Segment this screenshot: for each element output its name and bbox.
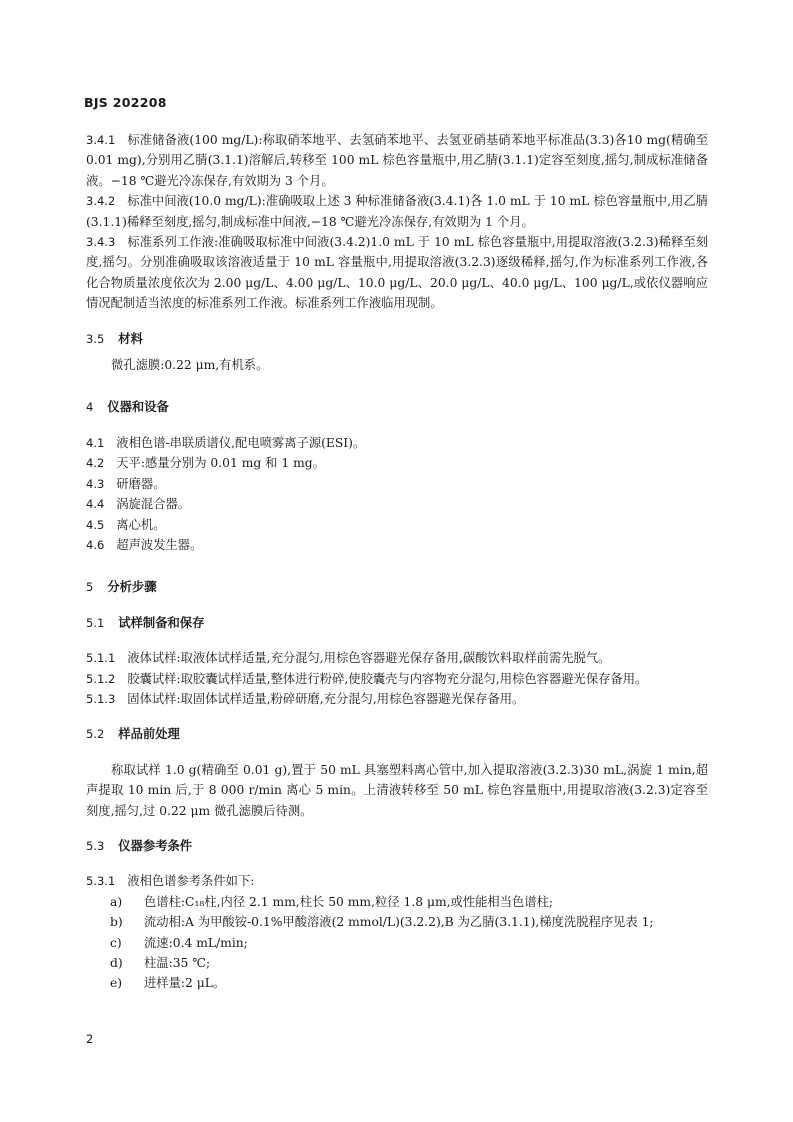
clause-3-4-2 — [86, 191, 708, 232]
list-item — [110, 912, 708, 932]
page-body — [86, 130, 708, 994]
list-item — [86, 648, 708, 668]
lc-conditions-list — [86, 892, 708, 994]
list-item — [86, 494, 708, 514]
item-text: 流速:0.4 mL/min; — [144, 935, 248, 950]
section-heading-5-1 — [86, 613, 708, 633]
item-number: 5.1.3 — [86, 691, 116, 706]
item-text: 液相色谱-串联质谱仪,配电喷雾离子源(ESI)。 — [116, 435, 366, 450]
list-item — [110, 933, 708, 953]
section-title: 试样制备和保存 — [118, 615, 205, 630]
item-text: 固体试样:取固体试样适量,粉碎研磨,充分混匀,用棕色容器避光保存备用。 — [127, 691, 525, 706]
section-number: 5 — [86, 580, 94, 595]
clause-5-3-1 — [86, 871, 708, 891]
item-marker: a) — [110, 894, 123, 909]
section-number: 5.2 — [86, 727, 105, 742]
section-heading-5-3 — [86, 836, 708, 856]
item-text: 天平:感量分别为 0.01 mg 和 1 mg。 — [116, 456, 325, 471]
section-heading-3-5 — [86, 329, 708, 349]
section-title: 仪器参考条件 — [118, 838, 193, 853]
item-number: 4.1 — [86, 435, 105, 450]
clause-number: 3.4.3 — [86, 235, 116, 250]
list-item — [110, 973, 708, 993]
section-number: 4 — [86, 400, 94, 415]
section-number: 5.1 — [86, 615, 105, 630]
section-title: 样品前处理 — [118, 727, 180, 742]
pretreatment-paragraph: 称取试样 1.0 g(精确至 0.01 g),置于 50 mL 具塞塑料离心管中,加入提取溶液(3.2.3)30 mL,涡旋 1 min,超声提取 10 min 后,于 8 000 r/min 离心 5 min。上清液转移至 50 mL 棕色容量瓶中,用提取溶液(3.2.3)定容至刻度,摇匀,过 0.22 μm 微孔滤膜后待测。 — [86, 762, 708, 818]
item-text: 超声波发生器。 — [116, 537, 203, 552]
list-item — [86, 474, 708, 494]
item-text: 进样量:2 μL。 — [144, 976, 226, 991]
list-item — [110, 953, 708, 973]
item-text: 流动相:A 为甲酸铵-0.1%甲酸溶液(2 mmol/L)(3.2.2),B 为乙腈(3.1.1),梯度洗脱程序见表 1; — [144, 915, 654, 930]
item-marker: e) — [110, 976, 123, 991]
section-heading-5 — [86, 577, 708, 597]
item-text: 柱温:35 ℃; — [144, 956, 211, 970]
item-text: 色谱柱:C₁₈柱,内径 2.1 mm,柱长 50 mm,粒径 1.8 μm,或性能相当色谱柱; — [144, 894, 554, 909]
item-number: 4.4 — [86, 497, 105, 512]
clause-3-4-1 — [86, 130, 708, 191]
clause-number: 3.4.2 — [86, 194, 116, 209]
page-number: 2 — [86, 1032, 94, 1046]
section-title: 材料 — [118, 331, 143, 346]
list-item — [86, 689, 708, 709]
item-marker: c) — [110, 935, 122, 950]
list-item — [86, 433, 708, 453]
clause-number: 5.3.1 — [86, 874, 116, 889]
item-marker: b) — [110, 915, 123, 930]
document-code: BJS 202208 — [84, 95, 167, 110]
section-title: 仪器和设备 — [107, 400, 169, 415]
clause-text: 液相色谱参考条件如下: — [127, 874, 255, 889]
clause-text: 标准系列工作液:准确吸取标准中间液(3.4.2)1.0 mL 于 10 mL 棕色容量瓶中,用提取溶液(3.2.3)稀释至刻度,摇匀。分别准确吸取该溶液适量于 10 mL 容量瓶中,用提取溶液(3.2.3)逐级稀释,摇匀,作为标准系列工作液,各化合物质量浓度依次为 2.00 μg/L、4.00 μg/L、10.0 μg/L、20.0 μg/L、40.0 μg/L、100 μg/L,或依仪器响应情况配制适当浓度的标准系列工作液。标准系列工作液临用现制。 — [86, 235, 708, 311]
item-number: 5.1.2 — [86, 671, 116, 686]
list-item — [86, 535, 708, 555]
item-text: 研磨器。 — [116, 476, 166, 491]
clause-text: 标准储备液(100 mg/L):称取硝苯地平、去氢硝苯地平、去氢亚硝基硝苯地平标准品(3.3)各10 mg(精确至 0.01 mg),分别用乙腈(3.1.1)溶解后,转移至 100 mL 棕色容量瓶中,用乙腈(3.1.1)定容至刻度,摇匀,制成标准储备液。−18 ℃避光冷冻保存,有效期为 3 个月。 — [86, 133, 708, 188]
clause-text: 标准中间液(10.0 mg/L):准确吸取上述 3 种标准储备液(3.4.1)各 1.0 mL 于 10 mL 棕色容量瓶中,用乙腈(3.1.1)稀释至刻度,摇匀,制成标准中间液,−18 ℃避光冷冻保存,有效期为 1 个月。 — [86, 194, 708, 229]
clause-number: 3.4.1 — [86, 133, 116, 147]
item-number: 4.3 — [86, 476, 105, 491]
item-number: 4.2 — [86, 456, 105, 471]
item-marker: d) — [110, 956, 123, 970]
materials-paragraph: 微孔滤膜:0.22 μm,有机系。 — [111, 358, 269, 373]
item-text: 液体试样:取液体试样适量,充分混匀,用棕色容器避光保存备用,碳酸饮料取样前需先脱气。 — [127, 651, 611, 666]
item-text: 离心机。 — [116, 517, 166, 532]
equipment-list — [86, 433, 708, 555]
sample-prep-list — [86, 648, 708, 709]
item-number: 5.1.1 — [86, 651, 116, 666]
item-text: 胶囊试样:取胶囊试样适量,整体进行粉碎,使胶囊壳与内容物充分混匀,用棕色容器避光保存备用。 — [127, 671, 648, 686]
list-item — [110, 892, 708, 912]
list-item — [86, 515, 708, 535]
section-heading-4 — [86, 397, 708, 417]
item-number: 4.6 — [86, 537, 105, 552]
section-number: 3.5 — [86, 331, 105, 346]
item-text: 涡旋混合器。 — [116, 497, 191, 512]
list-item — [86, 669, 708, 689]
section-heading-5-2 — [86, 724, 708, 744]
section-number: 5.3 — [86, 838, 105, 853]
item-number: 4.5 — [86, 517, 105, 532]
clause-3-4-3 — [86, 232, 708, 314]
list-item — [86, 453, 708, 473]
section-title: 分析步骤 — [107, 580, 157, 595]
